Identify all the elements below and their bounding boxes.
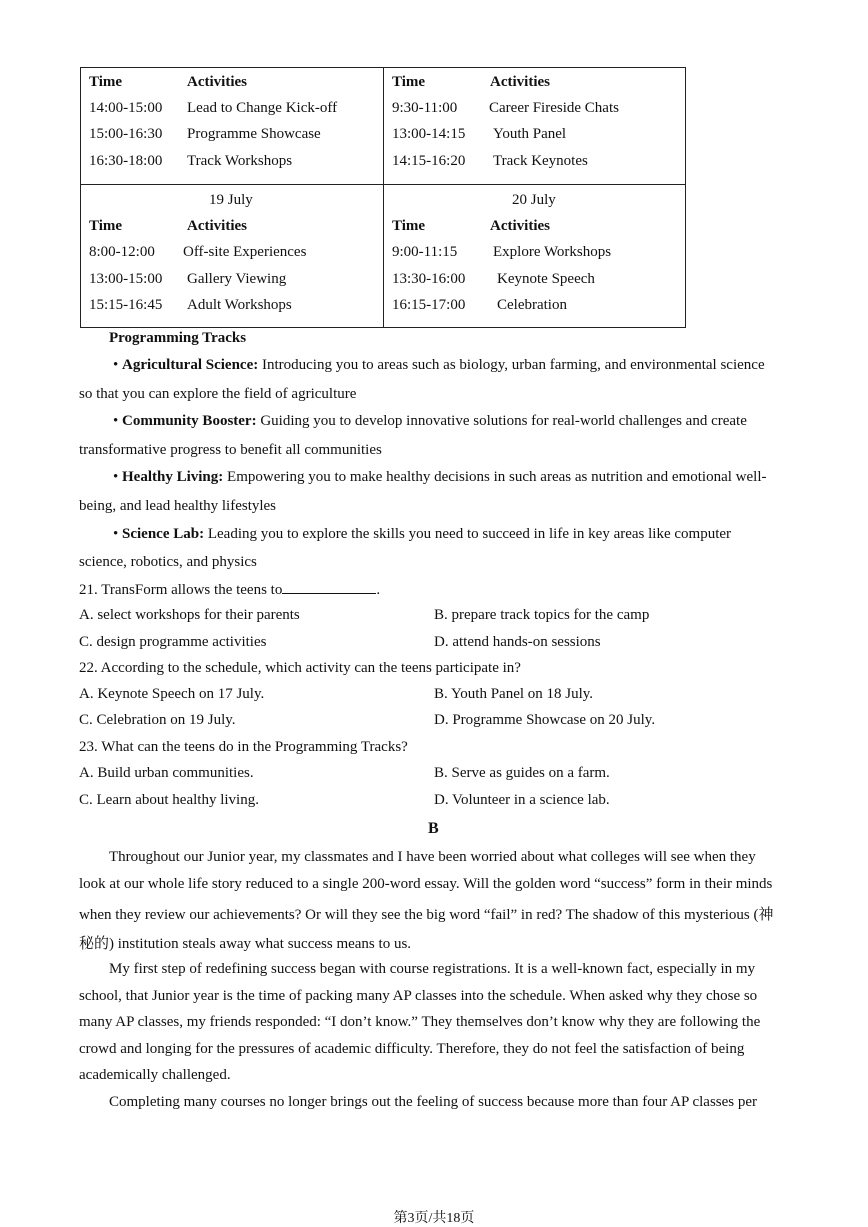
time-cell: 13:00-14:15 — [392, 126, 466, 142]
option-b: B. Youth Panel on 18 July. — [434, 686, 594, 702]
time-cell: 13:00-15:00 — [89, 271, 163, 287]
table-vertical-divider — [383, 68, 384, 327]
track-desc-cont: so that you can explore the field of agriculture — [79, 386, 357, 402]
table-horizontal-divider — [81, 184, 685, 185]
question-22: 22. According to the schedule, which activity can the teens participate in? — [79, 660, 521, 676]
activity-cell: Track Workshops — [187, 153, 293, 169]
schedule-table — [80, 67, 686, 328]
track-desc: Introducing you to areas such as biology, urban farming, and environmental science — [258, 357, 765, 373]
option-a: A. select workshops for their parents — [79, 607, 300, 623]
text-line: academically challenged. — [79, 1067, 231, 1083]
track-desc-cont: transformative progress to benefit all communities — [79, 442, 382, 458]
bullet: • — [113, 413, 119, 429]
bullet: • — [113, 526, 119, 542]
section-b-heading: B — [428, 820, 439, 837]
option-c: C. design programme activities — [79, 634, 267, 650]
activities-header: Activities — [490, 74, 550, 90]
text-line: look at our whole life story reduced to a single 200-word essay. Will the golden word “success” form in their minds — [79, 876, 773, 892]
tracks-heading: Programming Tracks — [109, 330, 247, 346]
text-line: My first step of redefining success began with course registrations. It is a well-known fact, especially in my — [109, 961, 756, 977]
time-cell: 16:15-17:00 — [392, 297, 466, 313]
time-cell: 14:15-16:20 — [392, 153, 466, 169]
track-desc: Guiding you to develop innovative solutions for real-world challenges and create — [256, 413, 747, 429]
time-header: Time — [392, 218, 426, 234]
track-desc-cont: science, robotics, and physics — [79, 554, 257, 570]
track-name: Science Lab: — [122, 526, 205, 542]
option-d: D. Volunteer in a science lab. — [434, 792, 610, 808]
track-desc: Leading you to explore the skills you need to succeed in life in key areas like computer — [204, 526, 732, 542]
activity-cell: Explore Workshops — [493, 244, 612, 260]
option-d: D. Programme Showcase on 20 July. — [434, 712, 656, 728]
activities-header: Activities — [187, 74, 247, 90]
activity-cell: Adult Workshops — [187, 297, 292, 313]
text-line: crowd and longing for the pressures of academic difficulty. Therefore, they do not feel the satisfaction of being — [79, 1041, 745, 1057]
question-23: 23. What can the teens do in the Programming Tracks? — [79, 739, 408, 755]
activity-cell: Gallery Viewing — [187, 271, 287, 287]
time-header: Time — [89, 74, 123, 90]
track-name: Healthy Living: — [122, 469, 224, 485]
activity-cell: Career Fireside Chats — [489, 100, 619, 116]
option-c: C. Learn about healthy living. — [79, 792, 259, 808]
time-cell: 16:30-18:00 — [89, 153, 163, 169]
question-21: 21. TransForm allows the teens to . — [79, 582, 381, 598]
activity-cell: Youth Panel — [493, 126, 567, 142]
option-a: A. Keynote Speech on 17 July. — [79, 686, 265, 702]
bullet: • — [113, 357, 119, 373]
activity-cell: Off-site Experiences — [183, 244, 307, 260]
option-d: D. attend hands-on sessions — [434, 634, 601, 650]
time-cell: 15:00-16:30 — [89, 126, 163, 142]
time-header: Time — [89, 218, 123, 234]
text-line: when they review our achievements? Or will they see the big word “fail” in red? The shadow of this mysterious (神 — [79, 907, 774, 923]
time-header: Time — [392, 74, 426, 90]
date-label: 20 July — [512, 192, 556, 208]
track-name: Community Booster: — [122, 413, 257, 429]
activity-cell: Track Keynotes — [493, 153, 588, 169]
activities-header: Activities — [187, 218, 247, 234]
answer-blank — [282, 581, 376, 594]
text-line: 秘的) institution steals away what success means to us. — [79, 936, 412, 952]
date-label: 19 July — [209, 192, 253, 208]
text-line: school, that Junior year is the time of packing many AP classes into the schedule. When asked why they chose so — [79, 988, 758, 1004]
page-number: 第3页/共18页 — [393, 1211, 475, 1226]
track-desc-cont: being, and lead healthy lifestyles — [79, 498, 277, 514]
activities-header: Activities — [490, 218, 550, 234]
activity-cell: Celebration — [497, 297, 567, 313]
text-line: many AP classes, my friends responded: “I don’t know.” They themselves don’t know why they are following the — [79, 1014, 761, 1030]
option-b: B. Serve as guides on a farm. — [434, 765, 610, 781]
time-cell: 13:30-16:00 — [392, 271, 466, 287]
activity-cell: Keynote Speech — [497, 271, 595, 287]
track-desc: Empowering you to make healthy decisions in such areas as nutrition and emotional well- — [223, 469, 767, 485]
activity-cell: Programme Showcase — [187, 126, 321, 142]
time-cell: 14:00-15:00 — [89, 100, 163, 116]
time-cell: 15:15-16:45 — [89, 297, 163, 313]
option-b: B. prepare track topics for the camp — [434, 607, 650, 623]
bullet: • — [113, 469, 119, 485]
track-name: Agricultural Science: — [122, 357, 259, 373]
time-cell: 9:00-11:15 — [392, 244, 458, 260]
option-c: C. Celebration on 19 July. — [79, 712, 236, 728]
time-cell: 8:00-12:00 — [89, 244, 155, 260]
text-line: Completing many courses no longer brings out the feeling of success because more than four AP classes per — [109, 1094, 758, 1110]
time-cell: 9:30-11:00 — [392, 100, 458, 116]
activity-cell: Lead to Change Kick-off — [187, 100, 338, 116]
option-a: A. Build urban communities. — [79, 765, 254, 781]
text-line: Throughout our Junior year, my classmates and I have been worried about what colleges will see when they — [109, 849, 756, 865]
